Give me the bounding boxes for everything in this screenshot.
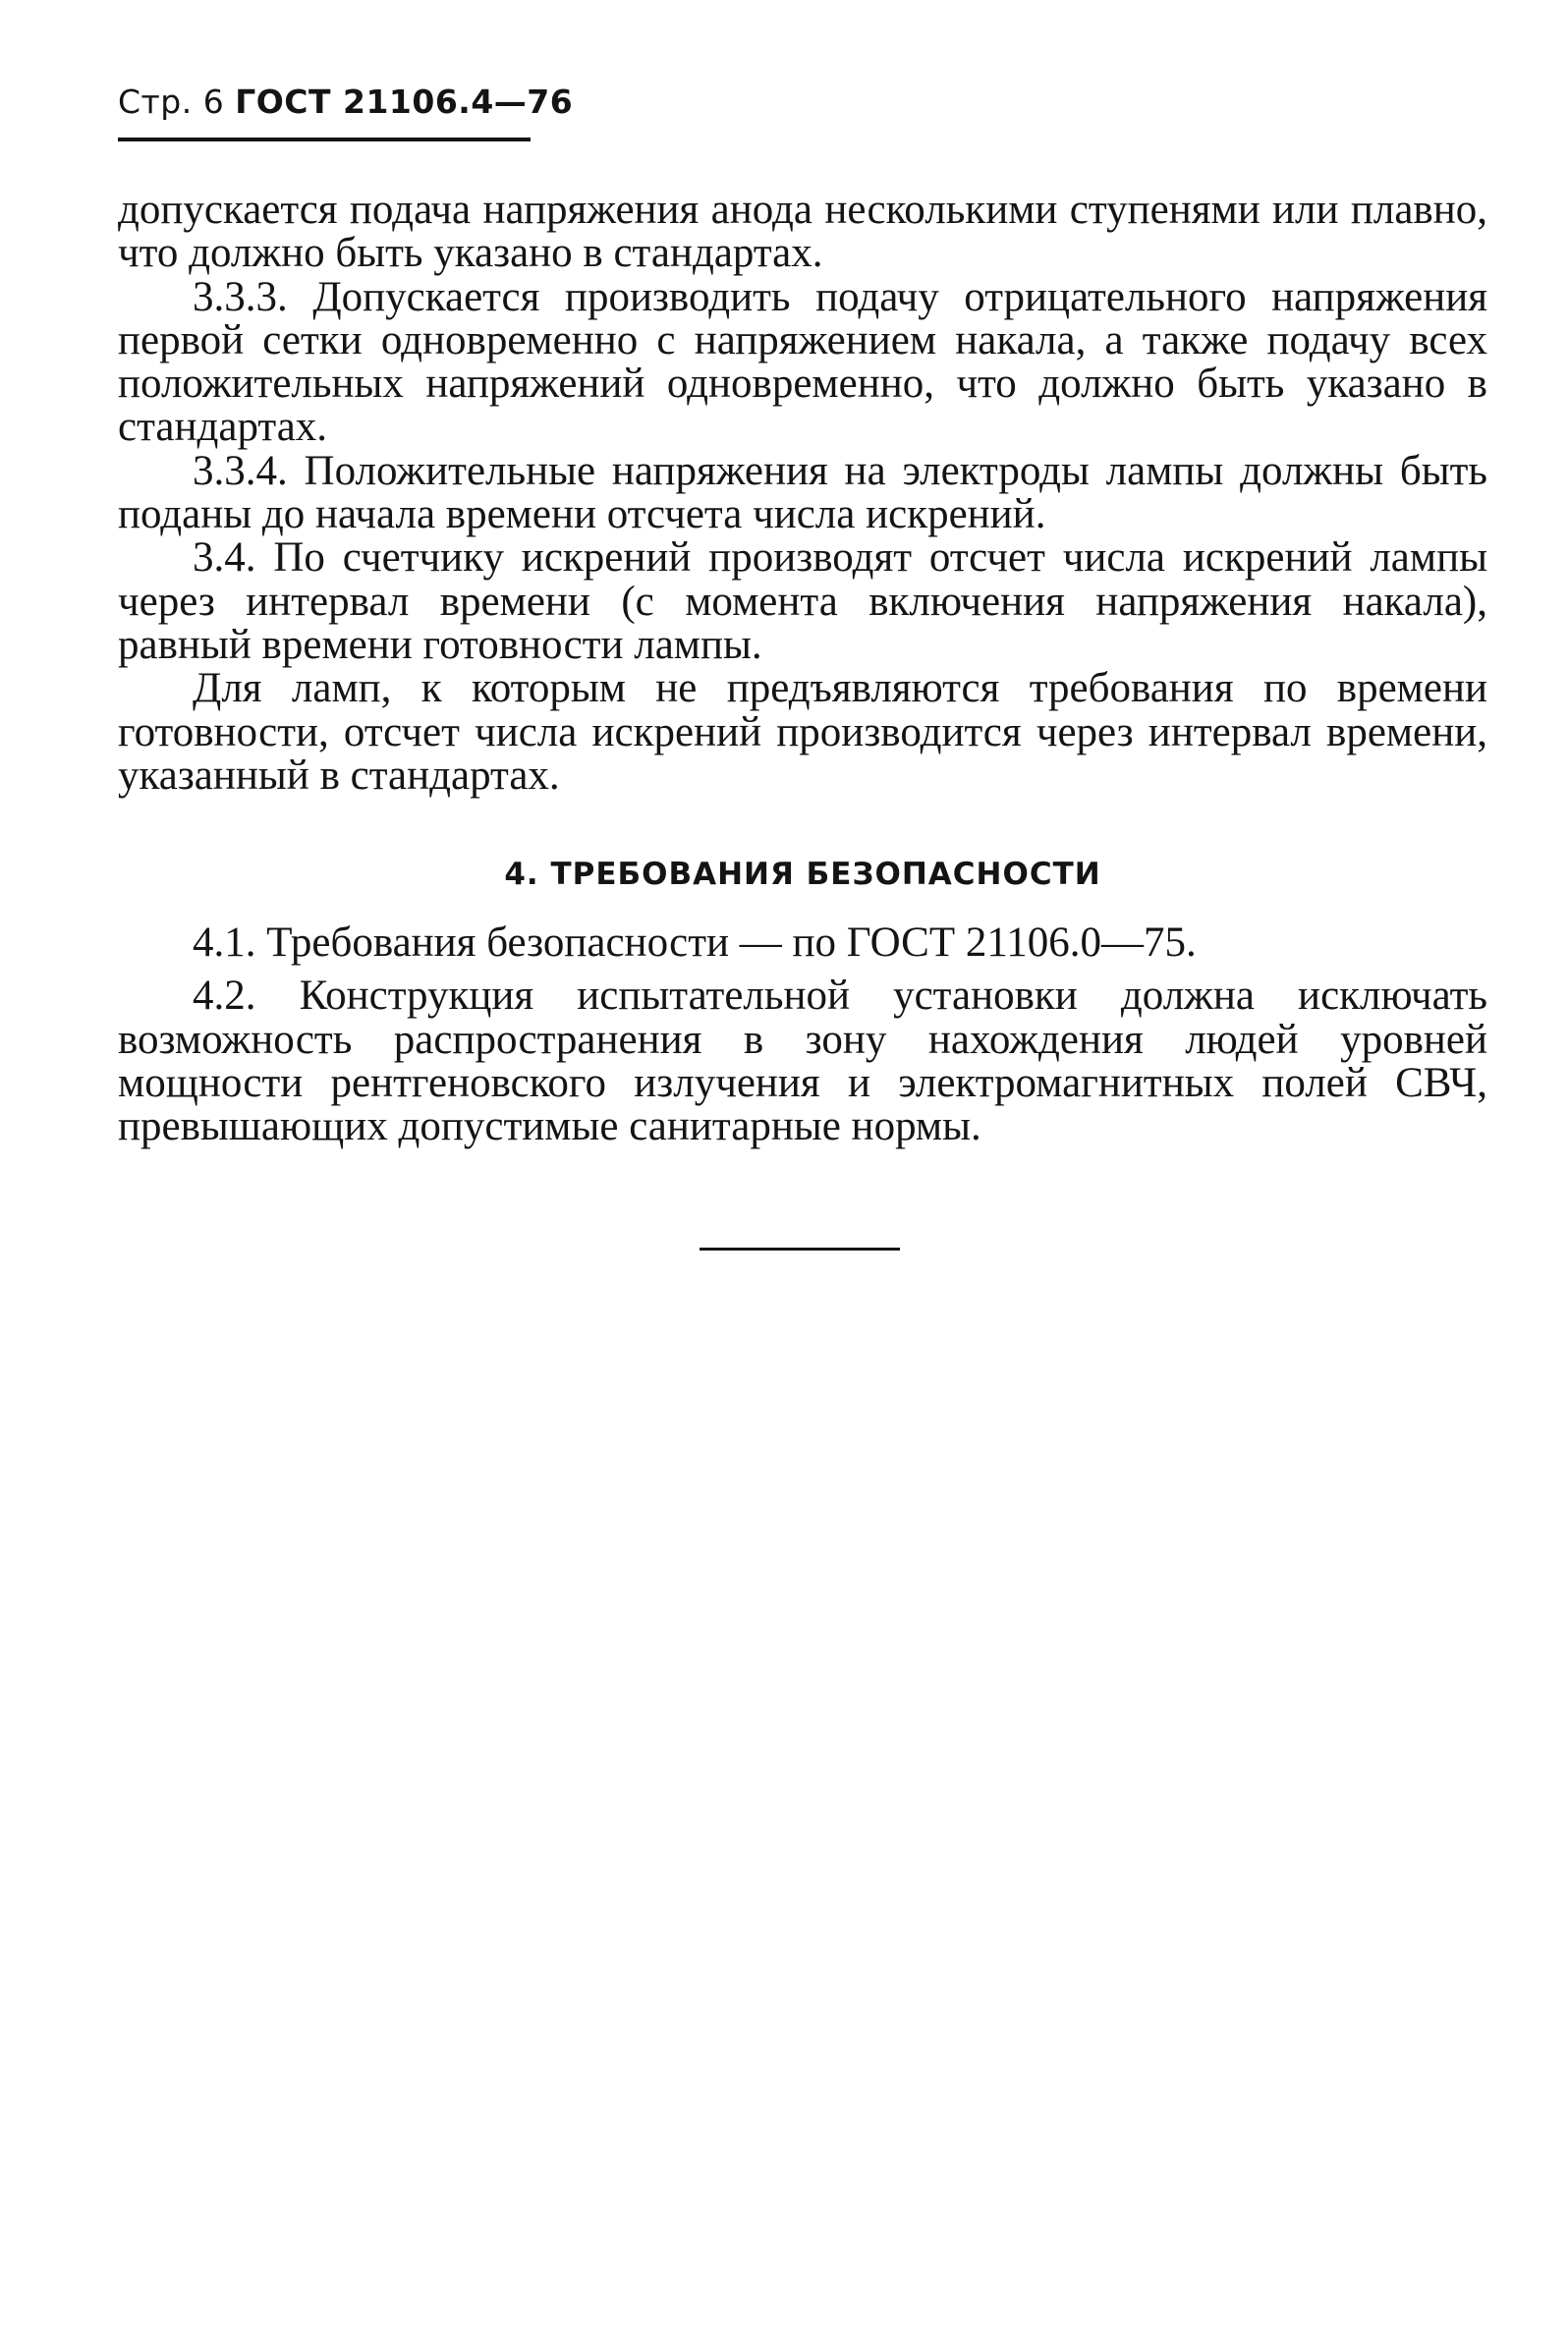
end-rule [700,1248,900,1251]
paragraph-4-2: 4.2. Конструкция испытательной установки должна исключать возможность распространения в зону нахождения людей уровней мощности рентгеновского излучения и электромагнитных полей СВЧ, превышающих допустимые санитарные нормы. [118,973,1487,1150]
section-body [118,921,1487,1148]
running-header [118,83,573,122]
standard-code: ГОСТ 21106.4—76 [235,83,574,121]
page-number: Стр. 6 [118,83,225,121]
paragraph-3-4: 3.4. По счетчику искрений производят отсчет числа искрений лампы через интервал времени (с момента включения напряжения накала), равный времени готовности лампы. [118,534,1487,668]
paragraph-3-3-4: 3.3.4. Положительные напряжения на электроды лампы должны быть поданы до начала времени отсчета числа искрений. [118,447,1487,538]
paragraph-3-3-3: 3.3.3. Допускается производить подачу отрицательного напряжения первой сетки одновременно с напряжением накала, а также подачу всех положительных напряжений одновременно, что должно быть указано в стандартах. [118,273,1487,451]
paragraph-lamps-note: Для ламп, к которым не предъявляются требования по времени готовности, отсчет числа искрений производится через интервал времени, указанный в стандартах. [118,665,1487,799]
body-text [118,189,1487,798]
section-title: 4. ТРЕБОВАНИЯ БЕЗОПАСНОСТИ [504,857,1101,892]
paragraph-4-1: 4.1. Требования безопасности — по ГОСТ 21106.0—75. [193,919,1197,966]
header-rule [118,138,531,141]
paragraph-continuation: допускается подача напряжения анода несколькими ступенями или плавно, что должно быть указано в стандартах. [118,187,1487,277]
